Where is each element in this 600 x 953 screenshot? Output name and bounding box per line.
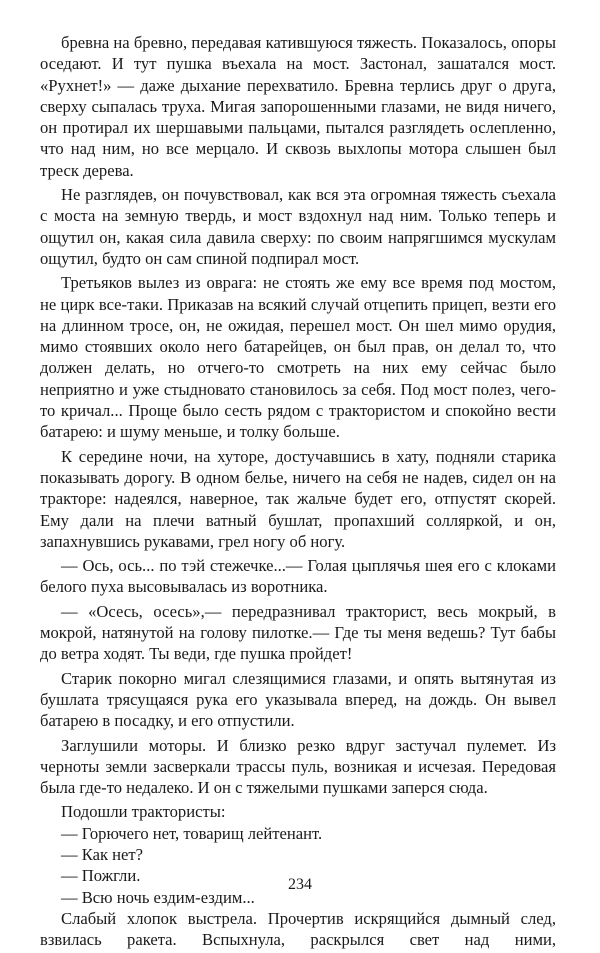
paragraph-4: К середине ночи, на хуторе, достучавшись в хату, подняли старика показывать дорогу. В одном белье, ничего на себя не надев, сидел он на тракторе: надеялся, наверное, так жальче будет его, отпустят скорей. Ему дали на плечи ватный бушлат, пропахший солляркой, и он, запахнувшись рукавами, грел ногу об ногу.	[40, 446, 556, 551]
paragraph-2: Не разглядев, он почувствовал, как вся эта огромная тяжесть съехала с моста на земную твердь, и мост вздохнул над ним. Только теперь и ощутил он, какая сила давила сверху: по своим напрягшимся мускулам ощутил, будто он сам спиной подпирал мост.	[40, 185, 556, 268]
dialog-line-2: — Как нет?	[61, 844, 144, 864]
paragraph-8: Заглушили моторы. И близко резко вдруг застучал пулемет. Из черноты земли засверкали трассы пуль, возникая и исчезая. Передовая была где-то недалеко. И он с тяжелыми пушками заперся сюда.	[40, 735, 556, 798]
paragraph-9: Подошли трактористы:	[61, 802, 226, 822]
page-number: 234	[288, 876, 312, 893]
dialog-line-3: — Пожгли.	[61, 866, 141, 886]
paragraph-5-dialog: — Ось, ось... по тэй стежечке...— Голая цыплячья шея его с клоками белого пуха высовывалась из воротника.	[40, 556, 556, 597]
paragraph-7: Старик покорно мигал слезящимися глазами, и опять вытянутая из бушлата трясущаяся рука его указывала вперед, на дождь. Он вывел батарею в посадку, и его отпустили.	[40, 668, 556, 731]
dialog-line-4: — Всю ночь ездим-ездим...	[61, 887, 255, 907]
dialog-line-1: — Горючего нет, товарищ лейтенант.	[61, 823, 323, 843]
paragraph-3: Третьяков вылез из оврага: не стоять же ему все время под мостом, не цирк все-таки. Приказав на всякий случай отцепить прицеп, везти его на длинном тросе, он, не ожидая, перешел мост. Он шел мимо орудия, мимо стоявших около него батарейцев, он был прав, он делал то, что должен делать, но отчего-то смотреть на них ему сейчас было неприятно и уже стыдновато становилось за себя. Под мост полез, чего-то кричал... Проще было сесть рядом с трактористом и спокойно вести батарею: и шуму меньше, и толку больше.	[40, 273, 556, 442]
paragraph-6-dialog: — «Осесь, осесь»,— передразнивал тракторист, весь мокрый, в мокрой, натянутой на голову пилотке.— Где ты меня ведешь? Тут бабы до ветра ходят. Ты веди, где пушка пройдет!	[40, 601, 556, 664]
paragraph-final: Слабый хлопок выстрела. Прочертив искрящийся дымный след, взвилась ракета. Вспыхнула, раскрылся свет над ними,	[40, 908, 556, 950]
paragraph-1: бревна на бревно, передавая катившуюся тяжесть. Показалось, опоры оседают. И тут пушка въехала на мост. Застонал, зашатался мост. «Рухнет!» — даже дыхание перехватило. Бревна терлись друг о друга, сверху сыпалась труха. Мигая запорошенными глазами, не видя ничего, он протирал их шершавыми пальцами, пытался разглядеть ослепленно, что над ним, но все мерцало. И сквозь выхлопы мотора слышен был треск дерева.	[40, 33, 556, 180]
page-body	[40, 32, 556, 953]
